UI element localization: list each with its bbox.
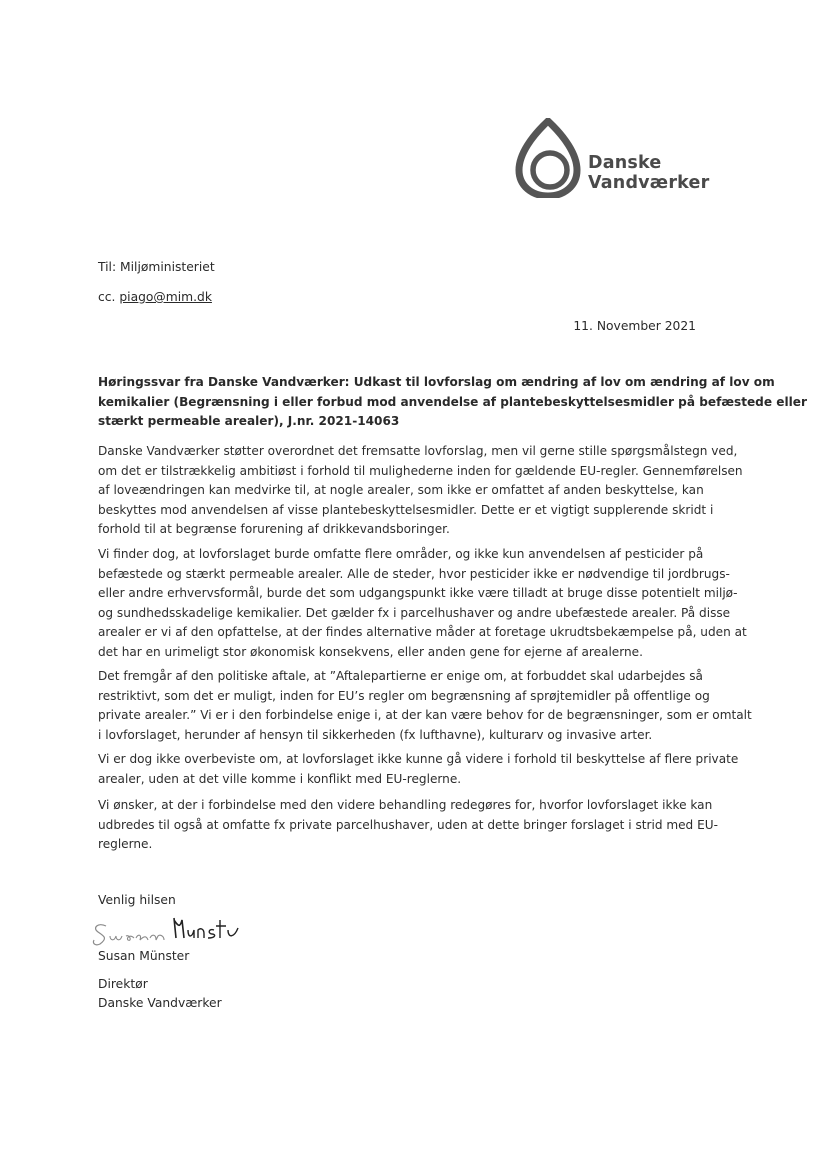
- subject-line: stærkt permeable arealer), J.nr. 2021-14063: [98, 414, 400, 428]
- closing-salutation: Venlig hilsen: [98, 893, 176, 907]
- subject-line: Høringssvar fra Danske Vandværker: Udkast til lovforslag om ændring af lov om ændring af lov om: [98, 375, 775, 389]
- water-drop-icon: [514, 118, 582, 198]
- signatory-title: Direktør: [98, 977, 148, 991]
- signatory-name: Susan Münster: [98, 949, 190, 963]
- body-paragraph-5: [98, 796, 718, 855]
- signatory-organization: Danske Vandværker: [98, 996, 222, 1010]
- paragraph-line: restriktivt, som det er muligt, inden for EU’s regler om begrænsning af sprøjtemidler på offentlige og: [98, 688, 710, 703]
- logo-line-2: Vandværker: [588, 173, 710, 193]
- body-paragraph-4: [98, 750, 739, 789]
- paragraph-line: i lovforslaget, herunder af hensyn til sikkerheden (fx lufthavne), kulturarv og invasive arter.: [98, 727, 653, 742]
- paragraph-line: det har en urimeligt stor økonomisk konsekvens, eller anden gene for ejerne af arealerne.: [98, 644, 643, 659]
- paragraph-line: udbredes til også at omfatte fx private parcelhushaver, uden at dette bringer forslaget i strid med EU-: [98, 817, 718, 832]
- paragraph-line: private arealer.” Vi er i den forbindelse enige i, at der kan være behov for de begrænsninger, som er omtalt: [98, 708, 752, 722]
- paragraph-line: Danske Vandværker støtter overordnet det fremsatte lovforslag, men vil gerne stille spørgsmålstegn ved,: [98, 444, 738, 458]
- paragraph-line: Det fremgår af den politiske aftale, at ”Aftalepartierne er enige om, at forbuddet skal udarbejdes så: [98, 669, 703, 683]
- subject-line: kemikalier (Begrænsning i eller forbud mod anvendelse af plantebeskyttelsesmidler på befæstede eller: [98, 394, 807, 409]
- paragraph-line: Vi finder dog, at lovforslaget burde omfatte flere områder, og ikke kun anvendelsen af pesticider på: [98, 547, 704, 561]
- paragraph-line: og sundhedsskadelige kemikalier. Det gælder fx i parcelhushaver og andre ubefæstede arealer. På disse: [98, 605, 731, 620]
- cc-prefix: cc.: [98, 290, 120, 304]
- paragraph-line: af loveændringen kan medvirke til, at nogle arealer, som ikke er omfattet af anden beskyttelse, kan: [98, 483, 704, 497]
- paragraph-line: arealer er vi af den opfattelse, at der findes alternative måder at foretage ukrudtsbekæmpelse på, uden at: [98, 625, 747, 639]
- paragraph-line: befæstede og stærkt permeable arealer. Alle de steder, hvor pesticider ikke er nødvendige til jordbrugs-: [98, 566, 730, 581]
- body-paragraph-3: [98, 667, 752, 745]
- paragraph-line: reglerne.: [98, 837, 153, 851]
- recipient-line: Til: Miljøministeriet: [98, 260, 215, 274]
- body-paragraph-2: [98, 545, 747, 662]
- danske-vandvaerker-logo: [514, 118, 714, 198]
- paragraph-line: arealer, uden at det ville komme i konflikt med EU-reglerne.: [98, 771, 462, 786]
- paragraph-line: forhold til at begrænse forurening af drikkevandsboringer.: [98, 522, 450, 536]
- paragraph-line: Vi ønsker, at der i forbindelse med den videre behandling redegøres for, hvorfor lovforslaget ikke kan: [98, 798, 713, 812]
- cc-email-link[interactable]: piago@mim.dk: [119, 290, 212, 304]
- letter-date: 11. November 2021: [573, 319, 696, 333]
- body-paragraph-1: [98, 442, 743, 540]
- paragraph-line: om det er tilstrækkelig ambitiøst i forhold til mulighederne inden for gældende EU-regler. Gennemførelsen: [98, 463, 743, 478]
- logo-line-1: Danske: [588, 153, 662, 173]
- handwritten-signature: [88, 908, 258, 950]
- paragraph-line: eller andre erhvervsformål, burde det som udgangspunkt ikke være tilladt at bruge disse potentielt miljø-: [98, 586, 738, 600]
- logo-wordmark: [588, 153, 709, 193]
- cc-line: [98, 287, 212, 307]
- letter-subject: [98, 373, 807, 432]
- paragraph-line: Vi er dog ikke overbeviste om, at lovforslaget ikke kunne gå videre i forhold til beskyttelse af flere private: [98, 752, 739, 766]
- paragraph-line: beskyttes mod anvendelsen af visse plantebeskyttelsesmidler. Dette er et vigtigt supplerende skridt i: [98, 502, 714, 517]
